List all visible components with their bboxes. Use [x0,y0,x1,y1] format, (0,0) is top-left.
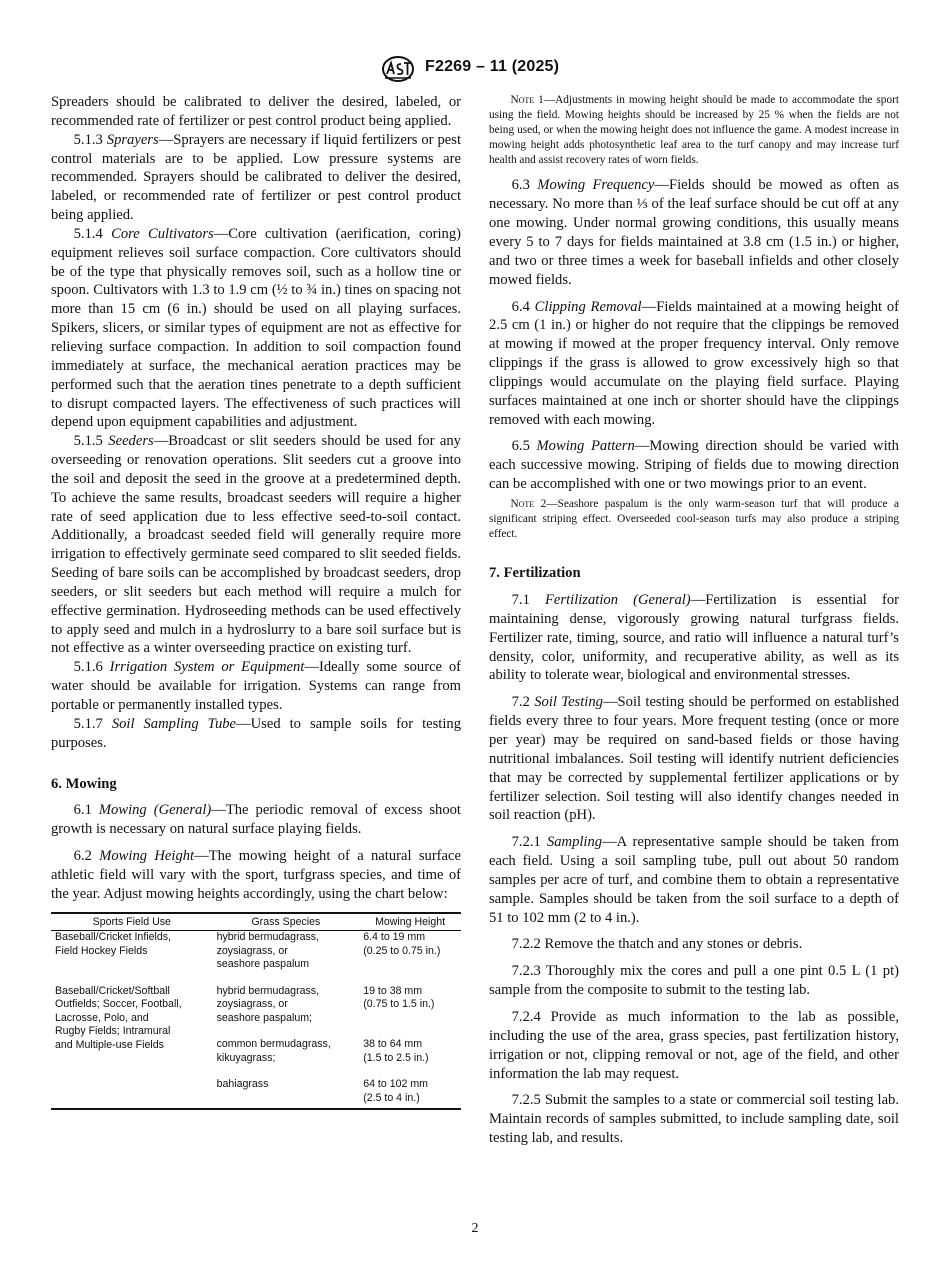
note-2: Note 2—Seashore paspalum is the only warm-season turf that will produce a significant striping effect. Overseeded cool-season turfs may also produce a striping effect. [489,497,900,541]
astm-logo-icon [381,56,415,82]
paragraph-5-1-7: 5.1.7 Soil Sampling Tube—Used to sample soils for testing purposes. [51,715,461,751]
table-cell: 6.4 to 19 mm (0.25 to 0.75 in.) [363,931,441,957]
page-header [0,56,950,82]
table-cell: common bermudagrass, kikuyagrass; [216,1038,331,1064]
right-column [489,93,899,1148]
table-cell: 38 to 64 mm (1.5 to 2.5 in.) [363,1038,429,1064]
paragraph-7-1: 7.1 Fertilization (General)—Fertilization is essential for maintaining dense, vigorously growing natural turfgrass fields. Fertilizer rate, timing, source, and ratio will influence a natural turf’s density, color, uniformity, and recuperative ability, as well as its ability to tolerate wear, biological and environmental stresses. [489,592,899,684]
paragraph-7-2: 7.2 Soil Testing—Soil testing should be performed on established fields every three to four years. More frequent testing (once or more per year) may be required on sand-based fields or those having nutritional imbalances. Soil testing will identify nutrient deficiencies that may be corrected by supplemental fertilizer applications or by fertilizer selection. Soil testing will also identify changes needed in soil reaction (pH). [489,694,899,824]
paragraph-5-1-5: 5.1.5 Seeders—Broadcast or slit seeders should be used for any overseeding or renovation operations. Slit seeders cut a groove into the soil and deposit the seed in the groove at a predetermined depth. To achieve the same results, broadcast seeders will require a higher rate of seed application due to less effective seed-to-soil contact. Additionally, a broadcast seeded field will generally require more irrigation to effectively germinate seed compared to slit seeded fields. Seeding of bare soils can be accomplished by broadcast seeders, drop seeders, or slit seeders but each method will require a mulch for effective germination. Hydroseeding methods can be used effectively to apply seed and mulch in a hydroslurry to a bare soil surface but is not effective as a winter overseeding practice on existing turf. [51,433,461,657]
section-heading-fertilization: 7. Fertilization [489,565,581,582]
paragraph-6-3: 6.3 Mowing Frequency—Fields should be mowed as often as necessary. No more than ⅓ of the leaf surface should be cut off at any one mowing. Under normal growing conditions, this usually means every 5 to 7 days for fields maintained at 3.8 cm (1.5 in.) or higher, and two or three times a week for baseball infields and other closely mowed fields. [489,177,899,288]
standard-designation: F2269 – 11 (2025) [425,58,560,75]
column-header: Grass Species [213,913,360,931]
mowing-height-table [51,912,461,1111]
table-cell: Baseball/Cricket Infields, Field Hockey Fields [55,931,171,957]
table-header-row [51,913,461,931]
table-row [51,931,461,972]
table-cell: hybrid bermudagrass, zoysiagrass, or seashore paspalum; [216,984,320,1024]
table-cell: Baseball/Cricket/Softball Outfields; Soccer, Football, Lacrosse, Polo, and Rugby Fields; Intramural and Multiple-use Fields [55,984,182,1051]
column-header: Sports Field Use [51,913,213,931]
paragraph-7-2-5: 7.2.5 Submit the samples to a state or commercial soil testing lab. Maintain records of samples submitted, to include sampling date, soil testing lab, and results. [489,1092,899,1147]
paragraph-6-2: 6.2 Mowing Height—The mowing height of a natural surface athletic field will vary with the sport, turfgrass species, and time of the year. Adjust mowing heights accordingly, using the chart below: [51,848,461,902]
left-column [51,93,461,1110]
paragraph-5-1-6: 5.1.6 Irrigation System or Equipment—Ideally some source of water should be available for irrigation. Systems can range from portable or permanently installed types. [51,659,461,713]
table-cell: hybrid bermudagrass, zoysiagrass, or seashore paspalum [216,931,320,971]
paragraph-7-2-1: 7.2.1 Sampling—A representative sample should be taken from each field. Using a soil sampling tube, pull out about 50 random samples per acre of turf, and combine them to obtain a representative sample. Samples should be taken from the soil surface to a depth of 51 to 102 mm (2 to 4 in.). [489,834,899,926]
section-heading-mowing: 6. Mowing [51,775,117,792]
table-cell: 19 to 38 mm (0.75 to 1.5 in.) [363,984,435,1011]
paragraph-7-2-4: 7.2.4 Provide as much information to the lab as possible, including the use of the area, grass species, past fertilization history, irrigation or not, clipping removal or not, age of the field, and other information the lab may request. [489,1008,899,1082]
paragraph-7-2-2: 7.2.2 Remove the thatch and any stones or debris. [511,936,803,953]
table-cell: bahiagrass [216,1078,269,1091]
page-number: 2 [471,1221,479,1236]
note-1: Note 1—Adjustments in mowing height should be made to accommodate the sport using the field. Mowing heights should be increased by 25 % when the fields are not being used, or when the mowing height does not influence the game. A modest increase in mowing height adds photosynthetic leaf area to the turf canopy and may increase turf health and assist recovery rates of worn fields. [489,94,900,167]
table-row [51,985,461,1026]
paragraph-5-1-4: 5.1.4 Core Cultivators—Core cultivation (aerification, coring) equipment relieves soil surface compaction. Core cultivators should be of the type that physically removes soil, such as a hollow tine or spoon. Cultivators with 1.3 to 1.9 cm (½ to ¾ in.) tines on spacing not more than 15 cm (6 in.) should be used on all playing surfaces. Spikers, slicers, or similar types of equipment are not as effective for relieving surface compaction. In addition to soil compaction found immediately at surface, the mechanical aeration practices may be performed such that the aeration tines penetrate to a depth sufficient to disrupt compacted layers. The effectiveness of such practices will depend upon equipment capabilities and adjustment. [51,225,461,431]
table-cell: 64 to 102 mm (2.5 to 4 in.) [363,1078,428,1104]
column-header: Mowing Height [359,913,461,931]
paragraph-spreaders-continued: Spreaders should be calibrated to deliver the desired, labeled, or recommended rate of fertilizer or pest control product being applied. [51,94,461,129]
paragraph-6-5: 6.5 Mowing Pattern—Mowing direction should be varied with each successive mowing. Striping of fields due to mowing direction can be accomplished with one or two mowings prior to an event. [489,438,899,493]
paragraph-5-1-3: 5.1.3 Sprayers—Sprayers are necessary if liquid fertilizers or pest control materials are to be applied. Low pressure systems are recommended. Sprayers should be calibrated to deliver the desired, labeled, or recommended rate of fertilizer or pest control product being applied. [51,131,461,224]
paragraph-7-2-3: 7.2.3 Thoroughly mix the cores and pull a one pint 0.5 L (1 pt) sample from the composite to submit to the testing lab. [489,963,899,999]
paragraph-6-1: 6.1 Mowing (General)—The periodic removal of excess shoot growth is necessary on natural surface playing fields. [51,802,461,838]
paragraph-6-4: 6.4 Clipping Removal—Fields maintained at a mowing height of 2.5 cm (1 in.) or higher do not require that the clippings be removed at mowing if mowed at the proper frequency interval. Only remove clippings if the grass is allowed to grow excessively high so that clippings would accumulate on the playing field surface. Playing surfaces maintained at one inch or shorter should have the clippings removed with each mowing. [489,298,899,428]
